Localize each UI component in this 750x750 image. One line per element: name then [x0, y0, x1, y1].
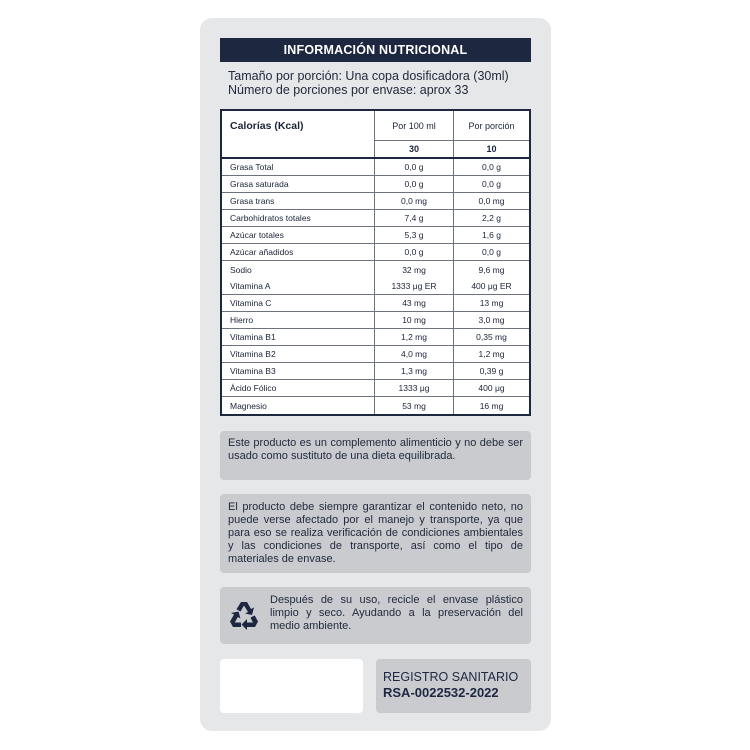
nutrient-name: Grasa saturada	[222, 176, 375, 192]
value-per100: 10 mg	[375, 312, 454, 328]
value-per100: 0,0 g	[375, 159, 454, 175]
nutrient-name: Vitamina B3	[222, 363, 375, 379]
value-perserving: 0,0 g	[482, 247, 501, 257]
label-card	[200, 18, 551, 731]
value-perserving: 16 mg	[479, 400, 504, 411]
value-perserving: 400 μg ER	[471, 281, 512, 291]
table-row	[222, 176, 529, 193]
table-header	[222, 111, 529, 159]
table-row	[222, 227, 529, 244]
table-row	[222, 261, 529, 278]
value-perserving: 13 mg	[479, 298, 504, 308]
recycle-notice	[220, 587, 531, 644]
recycle-text: Después de su uso, recicle el envase plástico limpio y seco. Ayudando a la preservación del medio ambiente.	[270, 594, 523, 632]
value-perserving: 1,6 g	[482, 230, 501, 240]
nutrient-rows	[222, 159, 529, 278]
value-perserving: 0,0 g	[482, 162, 501, 172]
nutrient-name: Carbohidratos totales	[222, 210, 375, 226]
value-perserving: 9,6 mg	[478, 264, 505, 275]
supplement-notice: Este producto es un complemento alimenticio y no debe ser usado como sustituto de una dieta equilibrada.	[220, 431, 531, 480]
value-per100: 1,3 mg	[375, 363, 454, 379]
table-row	[222, 363, 529, 380]
value-perserving: 400 μg	[478, 383, 505, 393]
nutrient-name: Azúcar totales	[222, 227, 375, 243]
table-row	[222, 329, 529, 346]
nutrient-name: Grasa Total	[222, 159, 375, 175]
value-per100: 1,2 mg	[375, 329, 454, 345]
registry-title: REGISTRO SANITARIO	[383, 670, 519, 684]
calories-perserving: 10	[486, 144, 497, 154]
value-per100: 32 mg	[375, 261, 454, 278]
value-perserving: 3,0 mg	[478, 315, 505, 325]
nutrition-title: INFORMACIÓN NUTRICIONAL	[220, 38, 531, 62]
value-per100: 1333 μg	[375, 380, 454, 396]
registry-box	[376, 659, 531, 713]
blank-area	[220, 659, 363, 713]
recycle-icon	[228, 599, 260, 631]
nutrient-name: Vitamina C	[222, 295, 375, 311]
value-per100: 5,3 g	[375, 227, 454, 243]
value-perserving: 2,2 g	[482, 213, 501, 223]
value-per100: 0,0 g	[375, 244, 454, 260]
value-perserving: 0,0 g	[482, 179, 501, 189]
value-per100: 0,0 g	[375, 176, 454, 192]
nutrient-name: Sodio	[222, 261, 375, 278]
value-per100: 43 mg	[375, 295, 454, 311]
value-perserving: 0,35 mg	[476, 332, 507, 342]
nutrient-name: Azúcar añadidos	[222, 244, 375, 260]
value-per100: 7,4 g	[375, 210, 454, 226]
table-row	[222, 295, 529, 312]
nutrient-name: Vitamina B2	[222, 346, 375, 362]
table-row	[222, 210, 529, 227]
table-row	[222, 397, 529, 414]
calories-per100: 30	[408, 144, 419, 154]
nutrition-table	[220, 109, 531, 416]
table-row	[222, 346, 529, 363]
column-header-perserving: Por porción	[454, 111, 529, 141]
nutrient-name: Hierro	[222, 312, 375, 328]
value-per100: 53 mg	[375, 397, 454, 414]
transport-notice: El producto debe siempre garantizar el contenido neto, no puede verse afectado por el manejo y transporte, ya que para eso se realiza verificación de condiciones ambientales y las condiciones de transporte, así como el tipo de materiales de envase.	[220, 494, 531, 573]
table-row	[222, 244, 529, 261]
nutrient-name: Grasa trans	[222, 193, 375, 209]
calories-label: Calorías (Kcal)	[222, 111, 375, 157]
serving-count: Número de porciones por envase: aprox 33	[228, 83, 469, 97]
nutrient-name: Vitamina B1	[222, 329, 375, 345]
column-header-per100: Por 100 ml	[375, 111, 453, 141]
table-row	[222, 159, 529, 176]
vitamin-rows	[222, 278, 529, 414]
value-per100: 4,0 mg	[375, 346, 454, 362]
value-per100: 0,0 mg	[375, 193, 454, 209]
nutrient-name: Magnesio	[222, 397, 375, 414]
value-perserving: 0,0 mg	[478, 196, 505, 206]
value-perserving: 1,2 mg	[478, 349, 505, 359]
table-row	[222, 380, 529, 397]
table-row	[222, 193, 529, 210]
table-row	[222, 312, 529, 329]
value-perserving: 0,39 g	[479, 366, 504, 376]
nutrient-name: Vitamina A	[222, 278, 375, 294]
table-row	[222, 278, 529, 295]
serving-size: Tamaño por porción: Una copa dosificadora (30ml)	[228, 69, 509, 83]
registry-number: RSA-0022532-2022	[383, 685, 499, 700]
nutrient-name: Ácido Fólico	[222, 380, 375, 396]
value-per100: 1333 μg ER	[375, 278, 454, 294]
serving-info	[228, 69, 528, 97]
